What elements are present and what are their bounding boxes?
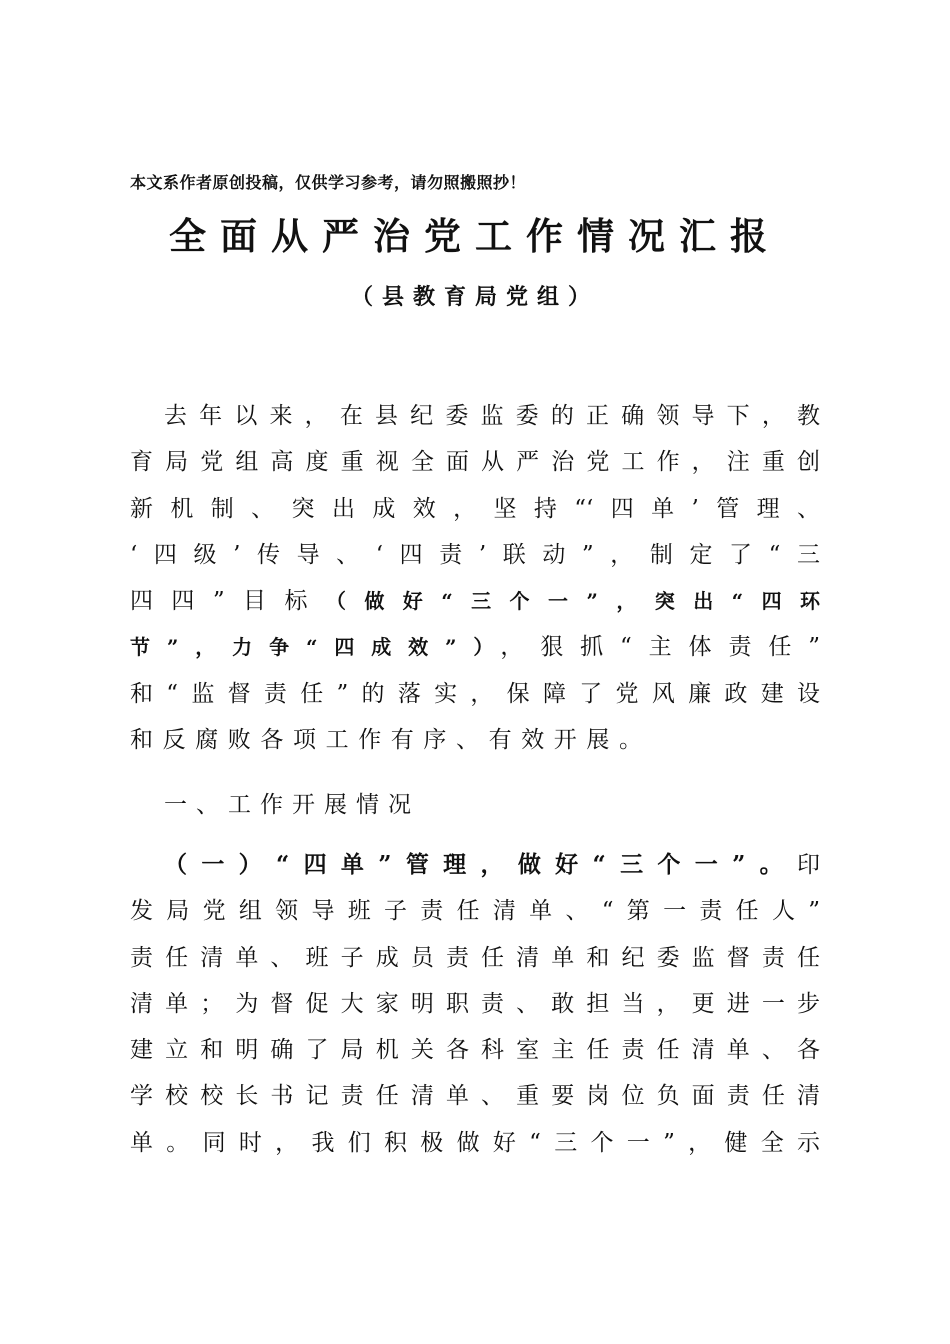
copyright-notice: 本文系作者原创投稿，仅供学习参考，请勿照搬照抄！ — [130, 173, 527, 192]
text-line — [130, 1027, 820, 1073]
page-title: 全面从严治党工作情况汇报 — [169, 214, 781, 258]
intro-paragraph — [130, 393, 820, 763]
text-span: 和“监督责任”的落实，保障了党风廉政建设 — [130, 680, 820, 707]
section-heading: 一、工作开展情况 — [164, 792, 420, 818]
text-line — [130, 486, 820, 532]
text-span: 育局党组高度重视全面从严治党工作，注重创 — [130, 449, 820, 476]
text-line — [130, 578, 820, 624]
text-span: 和反腐败各项工作有序、有效开展。 — [130, 727, 652, 754]
text-span: 去年以来，在县纪委监委的正确领导下，教 — [164, 403, 820, 429]
text-span: 清单；为督促大家明职责、敢担当，更进一步 — [130, 990, 820, 1017]
text-line — [130, 1073, 820, 1119]
text-line — [130, 888, 820, 934]
section1-paragraph — [130, 842, 820, 1166]
page-subtitle: （县教育局党组） — [350, 284, 599, 310]
text-span: 发局党组领导班子责任清单、“第一责任人” — [130, 898, 820, 925]
text-line — [130, 842, 820, 888]
text-line — [130, 717, 820, 763]
subsection-title: （一）“四单”管理，做好“三个一”。 — [164, 851, 797, 878]
text-span: 责任清单、班子成员责任清单和纪委监督责任 — [130, 944, 820, 971]
text-line — [130, 981, 820, 1027]
text-line — [130, 393, 820, 439]
text-span: ，狠抓“主体责任” — [500, 634, 820, 661]
text-line — [130, 532, 820, 578]
text-span: ‘四级’传导、‘四责’联动”，制定了“三 — [130, 541, 820, 568]
text-line — [130, 935, 820, 981]
text-span: 建立和明确了局机关各科室主任责任清单、各 — [130, 1037, 820, 1064]
text-span: 学校校长书记责任清单、重要岗位负面责任清 — [130, 1083, 820, 1110]
text-line — [130, 671, 820, 717]
text-span: 印 — [797, 852, 820, 878]
text-line — [130, 439, 820, 485]
text-span: 新机制、突出成效，坚持“‘四单’管理、 — [130, 495, 820, 522]
text-span: 四四”目标 — [130, 588, 326, 615]
text-line — [130, 1120, 820, 1166]
text-line — [130, 624, 820, 670]
bold-text-span: 节”，力争“四成效”） — [130, 635, 501, 660]
text-span: 单。同时，我们积极做好“三个一”，健全示 — [130, 1129, 820, 1156]
bold-text-span: （做好“三个一”，突出“四环 — [325, 589, 820, 614]
